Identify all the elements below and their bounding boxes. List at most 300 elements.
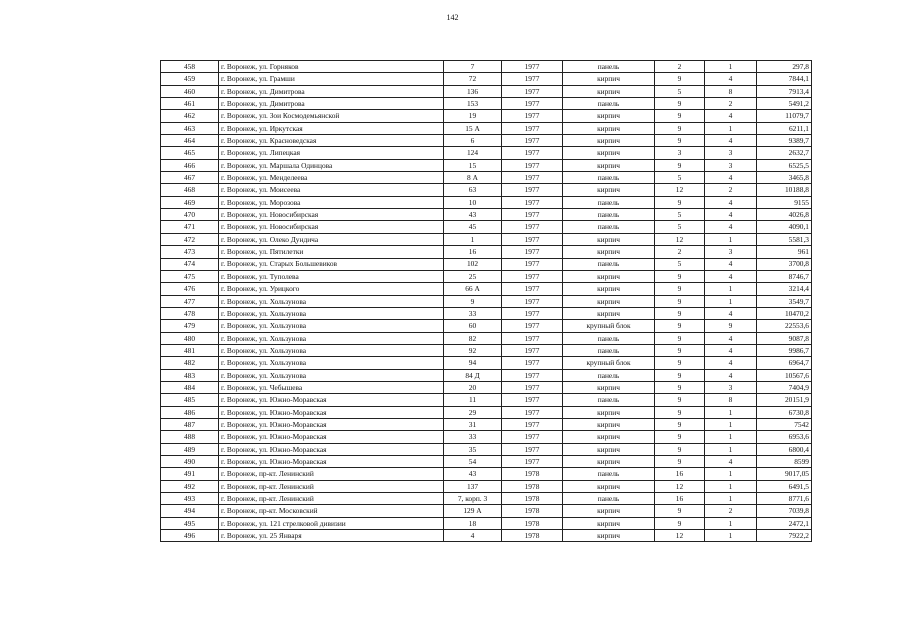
- house-number-cell: 72: [444, 73, 502, 85]
- area-cell: 8599: [757, 456, 812, 468]
- wall-material-cell: панель: [563, 394, 655, 406]
- row-number: 494: [161, 505, 219, 517]
- table-row: [161, 196, 812, 208]
- entrances-cell: 4: [705, 270, 757, 282]
- entrances-cell: 2: [705, 505, 757, 517]
- table-row: [161, 332, 812, 344]
- floors-cell: 9: [655, 270, 705, 282]
- area-cell: 7922,2: [757, 530, 812, 542]
- floors-cell: 9: [655, 369, 705, 381]
- area-cell: 6730,8: [757, 406, 812, 418]
- entrances-cell: 3: [705, 147, 757, 159]
- table-row: [161, 147, 812, 159]
- wall-material-cell: кирпич: [563, 270, 655, 282]
- floors-cell: 16: [655, 468, 705, 480]
- row-number: 459: [161, 73, 219, 85]
- entrances-cell: 4: [705, 73, 757, 85]
- year-built-cell: 1977: [502, 406, 563, 418]
- address-cell: г. Воронеж, ул. Южно-Моравская: [219, 431, 444, 443]
- table-row: [161, 110, 812, 122]
- floors-cell: 9: [655, 505, 705, 517]
- table-row: [161, 233, 812, 245]
- year-built-cell: 1977: [502, 344, 563, 356]
- table-row: [161, 456, 812, 468]
- wall-material-cell: кирпич: [563, 431, 655, 443]
- entrances-cell: 3: [705, 381, 757, 393]
- address-cell: г. Воронеж, ул. Хользунова: [219, 332, 444, 344]
- wall-material-cell: кирпич: [563, 122, 655, 134]
- wall-material-cell: кирпич: [563, 418, 655, 430]
- year-built-cell: 1977: [502, 394, 563, 406]
- floors-cell: 2: [655, 246, 705, 258]
- table-row: [161, 246, 812, 258]
- house-number-cell: 33: [444, 431, 502, 443]
- address-cell: г. Воронеж, ул. Новосибирская: [219, 209, 444, 221]
- wall-material-cell: кирпич: [563, 73, 655, 85]
- floors-cell: 9: [655, 443, 705, 455]
- row-number: 474: [161, 258, 219, 270]
- address-cell: г. Воронеж, ул. Морозова: [219, 196, 444, 208]
- area-cell: 2632,7: [757, 147, 812, 159]
- area-cell: 5581,3: [757, 233, 812, 245]
- house-number-cell: 136: [444, 85, 502, 97]
- address-cell: г. Воронеж, ул. Южно-Моравская: [219, 418, 444, 430]
- entrances-cell: 4: [705, 344, 757, 356]
- year-built-cell: 1977: [502, 443, 563, 455]
- address-cell: г. Воронеж, ул. Урицкого: [219, 283, 444, 295]
- area-cell: 7404,9: [757, 381, 812, 393]
- row-number: 462: [161, 110, 219, 122]
- area-cell: 10470,2: [757, 307, 812, 319]
- wall-material-cell: панель: [563, 493, 655, 505]
- area-cell: 11079,7: [757, 110, 812, 122]
- area-cell: 5491,2: [757, 98, 812, 110]
- row-number: 469: [161, 196, 219, 208]
- floors-cell: 5: [655, 172, 705, 184]
- row-number: 476: [161, 283, 219, 295]
- entrances-cell: 4: [705, 357, 757, 369]
- area-cell: 2472,1: [757, 517, 812, 529]
- entrances-cell: 1: [705, 418, 757, 430]
- floors-cell: 9: [655, 394, 705, 406]
- row-number: 483: [161, 369, 219, 381]
- row-number: 492: [161, 480, 219, 492]
- house-number-cell: 84 Д: [444, 369, 502, 381]
- table-row: [161, 98, 812, 110]
- table-row: [161, 480, 812, 492]
- table-row: [161, 270, 812, 282]
- wall-material-cell: кирпич: [563, 159, 655, 171]
- table-row: [161, 258, 812, 270]
- floors-cell: 9: [655, 418, 705, 430]
- row-number: 470: [161, 209, 219, 221]
- floors-cell: 9: [655, 98, 705, 110]
- address-cell: г. Воронеж, ул. Красноведская: [219, 135, 444, 147]
- year-built-cell: 1978: [502, 480, 563, 492]
- row-number: 484: [161, 381, 219, 393]
- table-row: [161, 122, 812, 134]
- house-number-cell: 19: [444, 110, 502, 122]
- entrances-cell: 4: [705, 135, 757, 147]
- house-number-cell: 1: [444, 233, 502, 245]
- wall-material-cell: крупный блок: [563, 357, 655, 369]
- entrances-cell: 1: [705, 233, 757, 245]
- address-cell: г. Воронеж, ул. Хользунова: [219, 344, 444, 356]
- year-built-cell: 1978: [502, 530, 563, 542]
- house-number-cell: 129 А: [444, 505, 502, 517]
- house-number-cell: 66 А: [444, 283, 502, 295]
- entrances-cell: 3: [705, 246, 757, 258]
- row-number: 475: [161, 270, 219, 282]
- house-number-cell: 8 А: [444, 172, 502, 184]
- entrances-cell: 1: [705, 283, 757, 295]
- row-number: 495: [161, 517, 219, 529]
- wall-material-cell: кирпич: [563, 135, 655, 147]
- area-cell: 9087,8: [757, 332, 812, 344]
- table-row: [161, 344, 812, 356]
- table-row: [161, 443, 812, 455]
- floors-cell: 9: [655, 196, 705, 208]
- address-cell: г. Воронеж, ул. Пятилетки: [219, 246, 444, 258]
- area-cell: 7913,4: [757, 85, 812, 97]
- entrances-cell: 4: [705, 209, 757, 221]
- year-built-cell: 1978: [502, 493, 563, 505]
- table-row: [161, 159, 812, 171]
- wall-material-cell: кирпич: [563, 480, 655, 492]
- house-number-cell: 31: [444, 418, 502, 430]
- address-cell: г. Воронеж, ул. Хользунова: [219, 357, 444, 369]
- row-number: 479: [161, 320, 219, 332]
- row-number: 463: [161, 122, 219, 134]
- row-number: 477: [161, 295, 219, 307]
- address-cell: г. Воронеж, ул. 25 Января: [219, 530, 444, 542]
- area-cell: 6211,1: [757, 122, 812, 134]
- year-built-cell: 1977: [502, 98, 563, 110]
- address-cell: г. Воронеж, ул. Южно-Моравская: [219, 406, 444, 418]
- area-cell: 7039,8: [757, 505, 812, 517]
- house-number-cell: 54: [444, 456, 502, 468]
- house-number-cell: 94: [444, 357, 502, 369]
- area-cell: 7844,1: [757, 73, 812, 85]
- house-number-cell: 43: [444, 209, 502, 221]
- housing-registry-table: [160, 60, 812, 542]
- entrances-cell: 1: [705, 468, 757, 480]
- table-row: [161, 184, 812, 196]
- wall-material-cell: кирпич: [563, 381, 655, 393]
- floors-cell: 9: [655, 381, 705, 393]
- house-number-cell: 15: [444, 159, 502, 171]
- table-row: [161, 209, 812, 221]
- floors-cell: 9: [655, 122, 705, 134]
- table-row: [161, 517, 812, 529]
- address-cell: г. Воронеж, ул. Моисеева: [219, 184, 444, 196]
- wall-material-cell: панель: [563, 221, 655, 233]
- table-row: [161, 135, 812, 147]
- table-row: [161, 221, 812, 233]
- address-cell: г. Воронеж, ул. Липецкая: [219, 147, 444, 159]
- area-cell: 6964,7: [757, 357, 812, 369]
- address-cell: г. Воронеж, ул. Горняков: [219, 61, 444, 73]
- wall-material-cell: кирпич: [563, 307, 655, 319]
- table-row: [161, 431, 812, 443]
- house-number-cell: 124: [444, 147, 502, 159]
- year-built-cell: 1977: [502, 159, 563, 171]
- wall-material-cell: кирпич: [563, 406, 655, 418]
- address-cell: г. Воронеж, ул. Новосибирская: [219, 221, 444, 233]
- address-cell: г. Воронеж, ул. Старых Большевиков: [219, 258, 444, 270]
- table-row: [161, 381, 812, 393]
- address-cell: г. Воронеж, ул. Маршала Одинцова: [219, 159, 444, 171]
- area-cell: 3549,7: [757, 295, 812, 307]
- wall-material-cell: кирпич: [563, 184, 655, 196]
- row-number: 458: [161, 61, 219, 73]
- address-cell: г. Воронеж, ул. Хользунова: [219, 295, 444, 307]
- year-built-cell: 1977: [502, 147, 563, 159]
- year-built-cell: 1978: [502, 517, 563, 529]
- address-cell: г. Воронеж, ул. Хользунова: [219, 307, 444, 319]
- row-number: 485: [161, 394, 219, 406]
- wall-material-cell: панель: [563, 344, 655, 356]
- address-cell: г. Воронеж, пр-кт. Ленинский: [219, 480, 444, 492]
- page-number: 142: [446, 13, 459, 22]
- house-number-cell: 33: [444, 307, 502, 319]
- address-cell: г. Воронеж, ул. Иркутская: [219, 122, 444, 134]
- wall-material-cell: кирпич: [563, 233, 655, 245]
- row-number: 478: [161, 307, 219, 319]
- wall-material-cell: панель: [563, 369, 655, 381]
- year-built-cell: 1977: [502, 61, 563, 73]
- entrances-cell: 4: [705, 258, 757, 270]
- house-number-cell: 35: [444, 443, 502, 455]
- table-row: [161, 283, 812, 295]
- entrances-cell: 1: [705, 443, 757, 455]
- house-number-cell: 15 А: [444, 122, 502, 134]
- table-row: [161, 406, 812, 418]
- floors-cell: 9: [655, 307, 705, 319]
- wall-material-cell: кирпич: [563, 505, 655, 517]
- floors-cell: 9: [655, 332, 705, 344]
- row-number: 489: [161, 443, 219, 455]
- row-number: 468: [161, 184, 219, 196]
- floors-cell: 5: [655, 209, 705, 221]
- row-number: 471: [161, 221, 219, 233]
- floors-cell: 9: [655, 456, 705, 468]
- address-cell: г. Воронеж, ул. Димитрова: [219, 98, 444, 110]
- table-row: [161, 320, 812, 332]
- area-cell: 4090,1: [757, 221, 812, 233]
- area-cell: 8771,6: [757, 493, 812, 505]
- address-cell: г. Воронеж, ул. Туполева: [219, 270, 444, 282]
- house-number-cell: 102: [444, 258, 502, 270]
- row-number: 487: [161, 418, 219, 430]
- wall-material-cell: панель: [563, 468, 655, 480]
- area-cell: 3465,8: [757, 172, 812, 184]
- house-number-cell: 16: [444, 246, 502, 258]
- row-number: 481: [161, 344, 219, 356]
- year-built-cell: 1977: [502, 110, 563, 122]
- wall-material-cell: кирпич: [563, 85, 655, 97]
- area-cell: 6953,6: [757, 431, 812, 443]
- area-cell: 8746,7: [757, 270, 812, 282]
- entrances-cell: 1: [705, 406, 757, 418]
- row-number: 464: [161, 135, 219, 147]
- house-number-cell: 4: [444, 530, 502, 542]
- row-number: 460: [161, 85, 219, 97]
- address-cell: г. Воронеж, ул. Южно-Моравская: [219, 456, 444, 468]
- wall-material-cell: панель: [563, 98, 655, 110]
- year-built-cell: 1978: [502, 505, 563, 517]
- entrances-cell: 4: [705, 332, 757, 344]
- area-cell: 9155: [757, 196, 812, 208]
- area-cell: 9017,05: [757, 468, 812, 480]
- year-built-cell: 1977: [502, 172, 563, 184]
- wall-material-cell: панель: [563, 196, 655, 208]
- year-built-cell: 1977: [502, 332, 563, 344]
- year-built-cell: 1977: [502, 135, 563, 147]
- table-row: [161, 418, 812, 430]
- wall-material-cell: кирпич: [563, 517, 655, 529]
- floors-cell: 9: [655, 283, 705, 295]
- table-row: [161, 369, 812, 381]
- wall-material-cell: кирпич: [563, 246, 655, 258]
- year-built-cell: 1977: [502, 283, 563, 295]
- wall-material-cell: панель: [563, 332, 655, 344]
- area-cell: 3214,4: [757, 283, 812, 295]
- wall-material-cell: кирпич: [563, 147, 655, 159]
- year-built-cell: 1977: [502, 85, 563, 97]
- wall-material-cell: кирпич: [563, 456, 655, 468]
- row-number: 461: [161, 98, 219, 110]
- floors-cell: 2: [655, 61, 705, 73]
- year-built-cell: 1977: [502, 258, 563, 270]
- house-number-cell: 25: [444, 270, 502, 282]
- house-number-cell: 20: [444, 381, 502, 393]
- address-cell: г. Воронеж, ул. Зои Космодемьянской: [219, 110, 444, 122]
- row-number: 472: [161, 233, 219, 245]
- year-built-cell: 1977: [502, 246, 563, 258]
- area-cell: 297,8: [757, 61, 812, 73]
- wall-material-cell: панель: [563, 172, 655, 184]
- area-cell: 4026,8: [757, 209, 812, 221]
- address-cell: г. Воронеж, пр-кт. Ленинский: [219, 493, 444, 505]
- year-built-cell: 1977: [502, 307, 563, 319]
- house-number-cell: 10: [444, 196, 502, 208]
- area-cell: 7542: [757, 418, 812, 430]
- floors-cell: 16: [655, 493, 705, 505]
- year-built-cell: 1977: [502, 209, 563, 221]
- area-cell: 961: [757, 246, 812, 258]
- address-cell: г. Воронеж, ул. Менделеева: [219, 172, 444, 184]
- table-row: [161, 61, 812, 73]
- area-cell: 22553,6: [757, 320, 812, 332]
- entrances-cell: 8: [705, 85, 757, 97]
- floors-cell: 12: [655, 233, 705, 245]
- table-row: [161, 530, 812, 542]
- house-number-cell: 92: [444, 344, 502, 356]
- table-row: [161, 172, 812, 184]
- table-row: [161, 493, 812, 505]
- floors-cell: 9: [655, 344, 705, 356]
- row-number: 491: [161, 468, 219, 480]
- house-number-cell: 43: [444, 468, 502, 480]
- house-number-cell: 63: [444, 184, 502, 196]
- house-number-cell: 6: [444, 135, 502, 147]
- house-number-cell: 9: [444, 295, 502, 307]
- house-number-cell: 82: [444, 332, 502, 344]
- floors-cell: 9: [655, 357, 705, 369]
- year-built-cell: 1977: [502, 196, 563, 208]
- floors-cell: 3: [655, 147, 705, 159]
- wall-material-cell: панель: [563, 258, 655, 270]
- table-row: [161, 307, 812, 319]
- area-cell: 10188,8: [757, 184, 812, 196]
- entrances-cell: 4: [705, 307, 757, 319]
- year-built-cell: 1978: [502, 468, 563, 480]
- entrances-cell: 8: [705, 394, 757, 406]
- house-number-cell: 60: [444, 320, 502, 332]
- floors-cell: 9: [655, 159, 705, 171]
- address-cell: г. Воронеж, пр-кт. Московский: [219, 505, 444, 517]
- entrances-cell: 4: [705, 456, 757, 468]
- year-built-cell: 1977: [502, 184, 563, 196]
- floors-cell: 9: [655, 135, 705, 147]
- area-cell: 20151,9: [757, 394, 812, 406]
- floors-cell: 9: [655, 73, 705, 85]
- row-number: 473: [161, 246, 219, 258]
- house-number-cell: 7: [444, 61, 502, 73]
- address-cell: г. Воронеж, ул. Чебышева: [219, 381, 444, 393]
- entrances-cell: 4: [705, 110, 757, 122]
- entrances-cell: 2: [705, 184, 757, 196]
- year-built-cell: 1977: [502, 418, 563, 430]
- wall-material-cell: кирпич: [563, 110, 655, 122]
- house-number-cell: 29: [444, 406, 502, 418]
- year-built-cell: 1977: [502, 295, 563, 307]
- entrances-cell: 3: [705, 159, 757, 171]
- address-cell: г. Воронеж, пр-кт. Ленинский: [219, 468, 444, 480]
- floors-cell: 9: [655, 517, 705, 529]
- entrances-cell: 4: [705, 369, 757, 381]
- entrances-cell: 2: [705, 98, 757, 110]
- area-cell: 6525,5: [757, 159, 812, 171]
- wall-material-cell: кирпич: [563, 443, 655, 455]
- table-row: [161, 357, 812, 369]
- floors-cell: 12: [655, 184, 705, 196]
- year-built-cell: 1977: [502, 320, 563, 332]
- entrances-cell: 4: [705, 172, 757, 184]
- floors-cell: 9: [655, 320, 705, 332]
- table-row: [161, 73, 812, 85]
- area-cell: 6491,5: [757, 480, 812, 492]
- table-row: [161, 394, 812, 406]
- table-row: [161, 505, 812, 517]
- entrances-cell: 9: [705, 320, 757, 332]
- row-number: 465: [161, 147, 219, 159]
- wall-material-cell: панель: [563, 209, 655, 221]
- entrances-cell: 1: [705, 431, 757, 443]
- area-cell: 9986,7: [757, 344, 812, 356]
- area-cell: 6800,4: [757, 443, 812, 455]
- row-number: 480: [161, 332, 219, 344]
- area-cell: 9389,7: [757, 135, 812, 147]
- row-number: 482: [161, 357, 219, 369]
- area-cell: 3700,8: [757, 258, 812, 270]
- year-built-cell: 1977: [502, 357, 563, 369]
- floors-cell: 12: [655, 480, 705, 492]
- year-built-cell: 1977: [502, 270, 563, 282]
- floors-cell: 9: [655, 110, 705, 122]
- entrances-cell: 4: [705, 196, 757, 208]
